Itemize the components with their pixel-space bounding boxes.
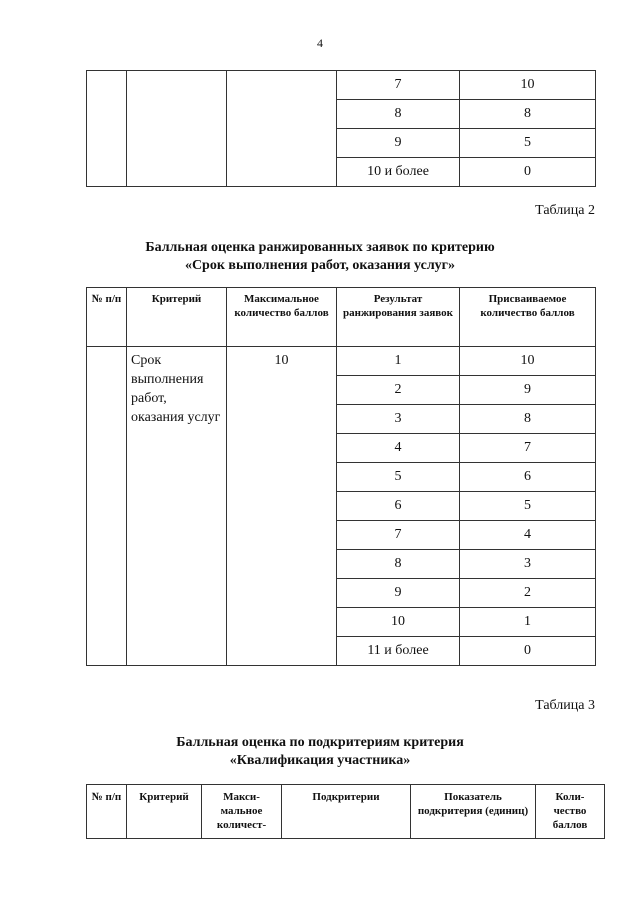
table-header-row (87, 785, 605, 839)
header-max: Максимальное количество баллов (227, 288, 337, 347)
header-points: Присваиваемое количество баллов (460, 288, 596, 347)
table-3 (86, 784, 605, 839)
table-2-caption: Таблица 2 (535, 203, 595, 218)
table-cell-result: 9 (337, 129, 460, 158)
header-result: Результат ранжирования заявок (337, 288, 460, 347)
header-indicator: Показатель подкритерия (единиц) (411, 785, 536, 839)
table-cell-result: 4 (337, 434, 460, 463)
table-3-title-line-1: Балльная оценка по подкритериям критерия (176, 735, 464, 750)
table-cell-points: 9 (460, 376, 596, 405)
table-cell-points: 5 (460, 129, 596, 158)
table-2-title-line-2: «Срок выполнения работ, оказания услуг» (184, 258, 456, 273)
table-cell-result: 7 (337, 71, 460, 100)
table-cell-points: 10 (460, 71, 596, 100)
table-cell-points: 10 (460, 347, 596, 376)
table-cell-result: 1 (337, 347, 460, 376)
table-cell-points: 1 (460, 608, 596, 637)
header-subcriteria: Подкритерии (282, 785, 411, 839)
table-cell-result: 10 (337, 608, 460, 637)
table-cell-points: 7 (460, 434, 596, 463)
table-cell-criterion: Срок выполнения работ, оказания услуг (127, 347, 227, 666)
table-row (87, 71, 596, 100)
header-num: № п/п (87, 785, 127, 839)
header-num: № п/п (87, 288, 127, 347)
table-1-continuation (86, 70, 596, 187)
page-number: 4 (317, 36, 323, 50)
table-cell-criterion (127, 71, 227, 187)
table-3-caption: Таблица 3 (535, 698, 595, 713)
table-cell-points: 3 (460, 550, 596, 579)
table-cell-result: 8 (337, 550, 460, 579)
table-cell-max (227, 71, 337, 187)
table-cell-result: 6 (337, 492, 460, 521)
table-row (87, 347, 596, 376)
header-criterion: Критерий (127, 785, 202, 839)
table-cell-points: 8 (460, 100, 596, 129)
table-2 (86, 287, 596, 666)
table-cell-points: 8 (460, 405, 596, 434)
header-max: Макси- мальное количест- (202, 785, 282, 839)
table-cell-points: 0 (460, 637, 596, 666)
table-cell-result: 5 (337, 463, 460, 492)
table-cell-max: 10 (227, 347, 337, 666)
table-cell-num (87, 71, 127, 187)
table-cell-points: 5 (460, 492, 596, 521)
table-2-title-line-1: Балльная оценка ранжированных заявок по критерию (145, 240, 495, 255)
table-3-title-line-2: «Квалификация участника» (229, 753, 411, 768)
table-cell-result: 11 и более (337, 637, 460, 666)
table-cell-points: 4 (460, 521, 596, 550)
table-cell-result: 3 (337, 405, 460, 434)
table-cell-points: 0 (460, 158, 596, 187)
table-header-row (87, 288, 596, 347)
table-cell-result: 2 (337, 376, 460, 405)
table-cell-result: 8 (337, 100, 460, 129)
table-cell-result: 10 и более (337, 158, 460, 187)
table-cell-result: 7 (337, 521, 460, 550)
table-cell-points: 6 (460, 463, 596, 492)
table-cell-num (87, 347, 127, 666)
table-cell-points: 2 (460, 579, 596, 608)
header-points: Коли- чество баллов (536, 785, 605, 839)
header-criterion: Критерий (127, 288, 227, 347)
table-cell-result: 9 (337, 579, 460, 608)
